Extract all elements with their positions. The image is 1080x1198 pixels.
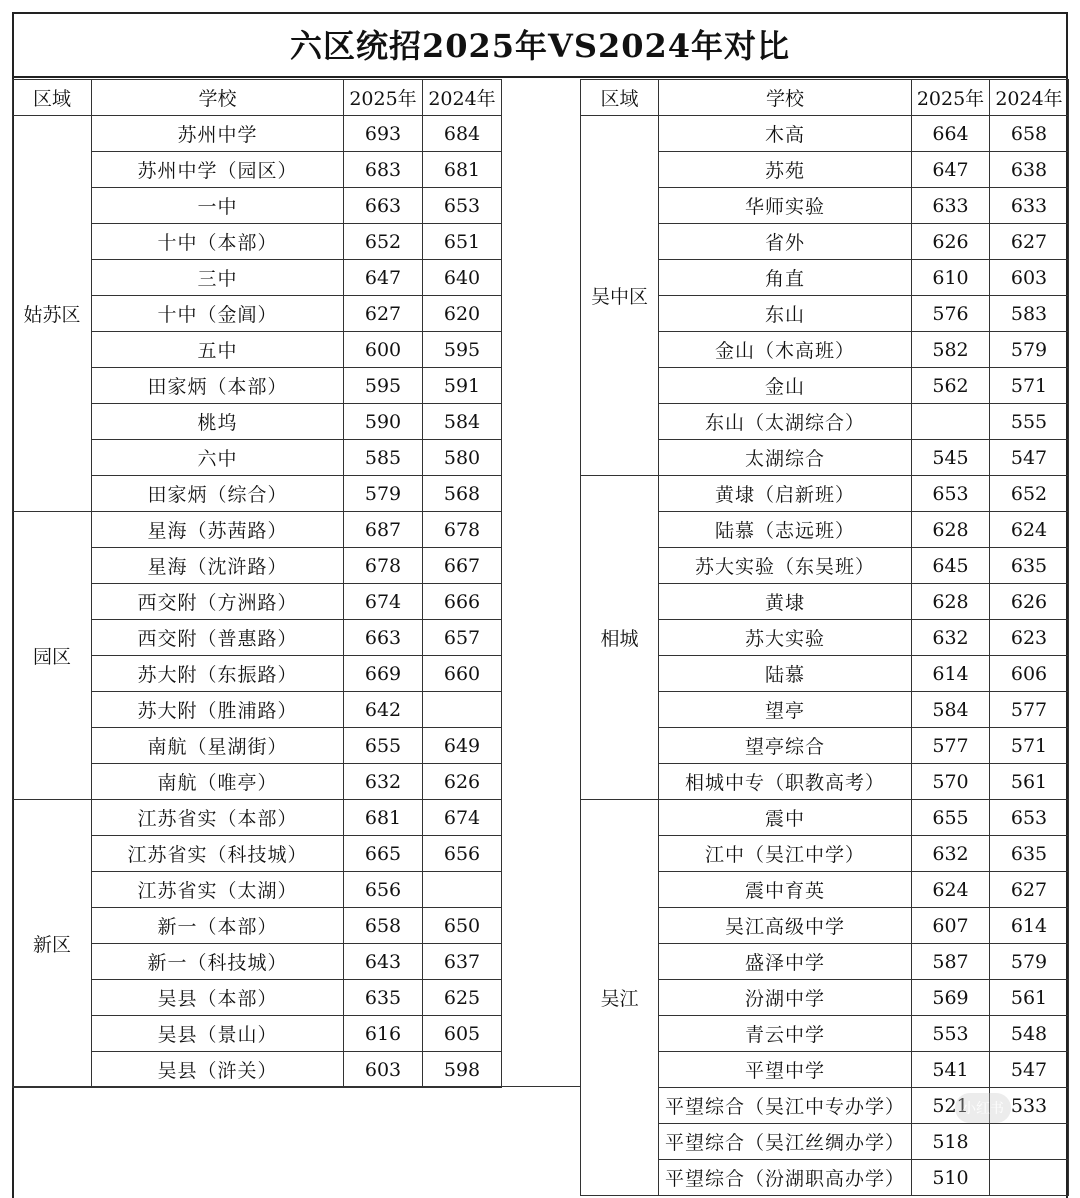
school-cell: 南航（星湖街） — [92, 728, 344, 764]
right-score-table — [580, 79, 1069, 1196]
school-cell: 吴江高级中学 — [659, 908, 912, 944]
score-2024-cell: 595 — [423, 332, 502, 368]
school-cell: 苏大附（胜浦路） — [92, 692, 344, 728]
score-2025-cell: 674 — [344, 584, 423, 620]
school-cell: 金山 — [659, 368, 912, 404]
score-2025-cell: 510 — [912, 1160, 990, 1196]
region-cell: 相城 — [581, 476, 659, 800]
score-2024-cell: 606 — [990, 656, 1069, 692]
school-cell: 望亭综合 — [659, 728, 912, 764]
region-cell: 姑苏区 — [13, 116, 92, 512]
score-2024-cell: 555 — [990, 404, 1069, 440]
score-2024-cell: 650 — [423, 908, 502, 944]
school-cell: 三中 — [92, 260, 344, 296]
score-2025-cell: 595 — [344, 368, 423, 404]
score-2024-cell: 638 — [990, 152, 1069, 188]
score-2025-cell: 627 — [344, 296, 423, 332]
score-2024-cell: 657 — [423, 620, 502, 656]
score-2024-cell: 674 — [423, 800, 502, 836]
score-2025-cell: 633 — [912, 188, 990, 224]
score-2025-cell: 645 — [912, 548, 990, 584]
school-cell: 平望综合（吴江丝绸办学） — [659, 1124, 912, 1160]
header-region: 区域 — [13, 80, 92, 116]
score-2024-cell: 584 — [423, 404, 502, 440]
school-cell: 震中 — [659, 800, 912, 836]
score-2025-cell: 663 — [344, 188, 423, 224]
school-cell: 东山 — [659, 296, 912, 332]
school-cell: 西交附（普惠路） — [92, 620, 344, 656]
score-2025-cell: 579 — [344, 476, 423, 512]
score-2025-cell — [912, 404, 990, 440]
score-2025-cell: 664 — [912, 116, 990, 152]
score-2025-cell: 607 — [912, 908, 990, 944]
school-cell: 黄埭 — [659, 584, 912, 620]
score-2025-cell: 663 — [344, 620, 423, 656]
school-cell: 星海（沈浒路） — [92, 548, 344, 584]
school-cell: 新一（本部） — [92, 908, 344, 944]
score-2025-cell: 628 — [912, 584, 990, 620]
score-2024-cell: 635 — [990, 836, 1069, 872]
region-cell: 吴中区 — [581, 116, 659, 476]
score-2024-cell: 547 — [990, 440, 1069, 476]
score-2024-cell: 637 — [423, 944, 502, 980]
score-2024-cell: 656 — [423, 836, 502, 872]
score-2025-cell: 658 — [344, 908, 423, 944]
score-2024-cell: 653 — [990, 800, 1069, 836]
school-cell: 五中 — [92, 332, 344, 368]
score-2025-cell: 647 — [912, 152, 990, 188]
score-2024-cell: 667 — [423, 548, 502, 584]
score-2024-cell: 651 — [423, 224, 502, 260]
score-2024-cell: 605 — [423, 1016, 502, 1052]
school-cell: 田家炳（本部） — [92, 368, 344, 404]
region-cell: 吴江 — [581, 800, 659, 1196]
table-row — [13, 512, 502, 548]
school-cell: 桃坞 — [92, 404, 344, 440]
score-2024-cell: 658 — [990, 116, 1069, 152]
table-row — [581, 800, 1069, 836]
school-cell: 苏苑 — [659, 152, 912, 188]
score-2025-cell: 541 — [912, 1052, 990, 1088]
score-2024-cell: 603 — [990, 260, 1069, 296]
score-2024-cell: 579 — [990, 944, 1069, 980]
score-2025-cell: 626 — [912, 224, 990, 260]
score-2024-cell: 633 — [990, 188, 1069, 224]
score-2024-cell: 627 — [990, 872, 1069, 908]
score-2024-cell: 678 — [423, 512, 502, 548]
left-score-table — [12, 79, 502, 1088]
score-2025-cell: 693 — [344, 116, 423, 152]
score-2025-cell: 669 — [344, 656, 423, 692]
score-2025-cell: 614 — [912, 656, 990, 692]
page-title: 六区统招2025年VS2024年对比 — [12, 12, 1068, 78]
region-cell: 园区 — [13, 512, 92, 800]
score-2025-cell: 582 — [912, 332, 990, 368]
school-cell: 陆慕 — [659, 656, 912, 692]
school-cell: 吴县（本部） — [92, 980, 344, 1016]
school-cell: 太湖综合 — [659, 440, 912, 476]
score-2025-cell: 653 — [912, 476, 990, 512]
header-school: 学校 — [659, 80, 912, 116]
school-cell: 西交附（方洲路） — [92, 584, 344, 620]
score-2025-cell: 683 — [344, 152, 423, 188]
school-cell: 江苏省实（科技城） — [92, 836, 344, 872]
score-2024-cell: 681 — [423, 152, 502, 188]
score-2025-cell: 603 — [344, 1052, 423, 1088]
score-2024-cell: 568 — [423, 476, 502, 512]
score-2025-cell: 577 — [912, 728, 990, 764]
score-2024-cell — [990, 1124, 1069, 1160]
score-2025-cell: 585 — [344, 440, 423, 476]
score-2024-cell: 548 — [990, 1016, 1069, 1052]
school-cell: 青云中学 — [659, 1016, 912, 1052]
header-2024: 2024年 — [990, 80, 1069, 116]
school-cell: 平望综合（吴江中专办学） — [659, 1088, 912, 1124]
school-cell: 华师实验 — [659, 188, 912, 224]
header-2024: 2024年 — [423, 80, 502, 116]
score-2025-cell: 642 — [344, 692, 423, 728]
score-2024-cell: 547 — [990, 1052, 1069, 1088]
school-cell: 田家炳（综合） — [92, 476, 344, 512]
school-cell: 省外 — [659, 224, 912, 260]
region-cell: 新区 — [13, 800, 92, 1088]
score-2024-cell — [423, 692, 502, 728]
score-2024-cell: 614 — [990, 908, 1069, 944]
school-cell: 汾湖中学 — [659, 980, 912, 1016]
score-2025-cell: 632 — [912, 836, 990, 872]
score-2025-cell: 652 — [344, 224, 423, 260]
score-2024-cell: 666 — [423, 584, 502, 620]
score-2024-cell: 624 — [990, 512, 1069, 548]
score-2025-cell: 665 — [344, 836, 423, 872]
school-cell: 十中（金阊） — [92, 296, 344, 332]
score-2025-cell: 655 — [344, 728, 423, 764]
school-cell: 六中 — [92, 440, 344, 476]
score-2025-cell: 587 — [912, 944, 990, 980]
score-2024-cell: 571 — [990, 728, 1069, 764]
score-2024-cell: 591 — [423, 368, 502, 404]
school-cell: 平望中学 — [659, 1052, 912, 1088]
score-2024-cell: 561 — [990, 764, 1069, 800]
score-2024-cell — [423, 872, 502, 908]
school-cell: 震中育英 — [659, 872, 912, 908]
score-2025-cell: 576 — [912, 296, 990, 332]
score-2024-cell: 579 — [990, 332, 1069, 368]
school-cell: 新一（科技城） — [92, 944, 344, 980]
score-2024-cell: 533 — [990, 1088, 1069, 1124]
score-2024-cell: 626 — [423, 764, 502, 800]
score-2025-cell: 584 — [912, 692, 990, 728]
school-cell: 江苏省实（本部） — [92, 800, 344, 836]
school-cell: 相城中专（职教高考） — [659, 764, 912, 800]
table-row — [13, 800, 502, 836]
score-2025-cell: 600 — [344, 332, 423, 368]
watermark-logo: 小红书 — [955, 1093, 1011, 1123]
score-2025-cell: 687 — [344, 512, 423, 548]
score-2025-cell: 553 — [912, 1016, 990, 1052]
score-2024-cell: 620 — [423, 296, 502, 332]
school-cell: 苏大附（东振路） — [92, 656, 344, 692]
school-cell: 江苏省实（太湖） — [92, 872, 344, 908]
score-2025-cell: 562 — [912, 368, 990, 404]
score-2024-cell: 583 — [990, 296, 1069, 332]
left-header-row — [13, 80, 502, 116]
score-2024-cell: 598 — [423, 1052, 502, 1088]
school-cell: 吴县（景山） — [92, 1016, 344, 1052]
school-cell: 陆慕（志远班） — [659, 512, 912, 548]
score-2024-cell — [990, 1160, 1069, 1196]
score-2025-cell: 518 — [912, 1124, 990, 1160]
score-2024-cell: 684 — [423, 116, 502, 152]
score-2025-cell: 610 — [912, 260, 990, 296]
school-cell: 苏州中学（园区） — [92, 152, 344, 188]
score-2024-cell: 652 — [990, 476, 1069, 512]
school-cell: 角直 — [659, 260, 912, 296]
school-cell: 金山（木高班） — [659, 332, 912, 368]
school-cell: 江中（吴江中学） — [659, 836, 912, 872]
score-2024-cell: 580 — [423, 440, 502, 476]
table-row — [581, 116, 1069, 152]
score-2025-cell: 590 — [344, 404, 423, 440]
score-2025-cell: 616 — [344, 1016, 423, 1052]
score-2025-cell: 643 — [344, 944, 423, 980]
header-2025: 2025年 — [912, 80, 990, 116]
score-2024-cell: 623 — [990, 620, 1069, 656]
school-cell: 星海（苏茜路） — [92, 512, 344, 548]
score-2025-cell: 635 — [344, 980, 423, 1016]
score-2025-cell: 521 — [912, 1088, 990, 1124]
score-2024-cell: 625 — [423, 980, 502, 1016]
school-cell: 盛泽中学 — [659, 944, 912, 980]
school-cell: 十中（本部） — [92, 224, 344, 260]
school-cell: 吴县（浒关） — [92, 1052, 344, 1088]
school-cell: 一中 — [92, 188, 344, 224]
table-row — [581, 476, 1069, 512]
left-bottom-border — [12, 1086, 580, 1087]
score-2024-cell: 640 — [423, 260, 502, 296]
score-2025-cell: 632 — [344, 764, 423, 800]
school-cell: 南航（唯亭） — [92, 764, 344, 800]
score-2024-cell: 627 — [990, 224, 1069, 260]
score-2024-cell: 635 — [990, 548, 1069, 584]
score-2025-cell: 678 — [344, 548, 423, 584]
score-2024-cell: 649 — [423, 728, 502, 764]
score-2024-cell: 626 — [990, 584, 1069, 620]
school-cell: 苏大实验（东吴班） — [659, 548, 912, 584]
score-2024-cell: 561 — [990, 980, 1069, 1016]
header-school: 学校 — [92, 80, 344, 116]
header-region: 区域 — [581, 80, 659, 116]
school-cell: 望亭 — [659, 692, 912, 728]
score-2025-cell: 624 — [912, 872, 990, 908]
score-2025-cell: 647 — [344, 260, 423, 296]
table-row — [13, 116, 502, 152]
score-2025-cell: 656 — [344, 872, 423, 908]
school-cell: 苏州中学 — [92, 116, 344, 152]
school-cell: 苏大实验 — [659, 620, 912, 656]
score-2025-cell: 681 — [344, 800, 423, 836]
school-cell: 平望综合（汾湖职高办学） — [659, 1160, 912, 1196]
score-2024-cell: 577 — [990, 692, 1069, 728]
school-cell: 木高 — [659, 116, 912, 152]
score-2025-cell: 628 — [912, 512, 990, 548]
school-cell: 东山（太湖综合） — [659, 404, 912, 440]
score-2025-cell: 632 — [912, 620, 990, 656]
score-2025-cell: 655 — [912, 800, 990, 836]
score-2025-cell: 570 — [912, 764, 990, 800]
score-2024-cell: 660 — [423, 656, 502, 692]
score-2025-cell: 569 — [912, 980, 990, 1016]
score-2024-cell: 653 — [423, 188, 502, 224]
score-2025-cell: 545 — [912, 440, 990, 476]
school-cell: 黄埭（启新班） — [659, 476, 912, 512]
header-2025: 2025年 — [344, 80, 423, 116]
score-2024-cell: 571 — [990, 368, 1069, 404]
right-header-row — [581, 80, 1069, 116]
